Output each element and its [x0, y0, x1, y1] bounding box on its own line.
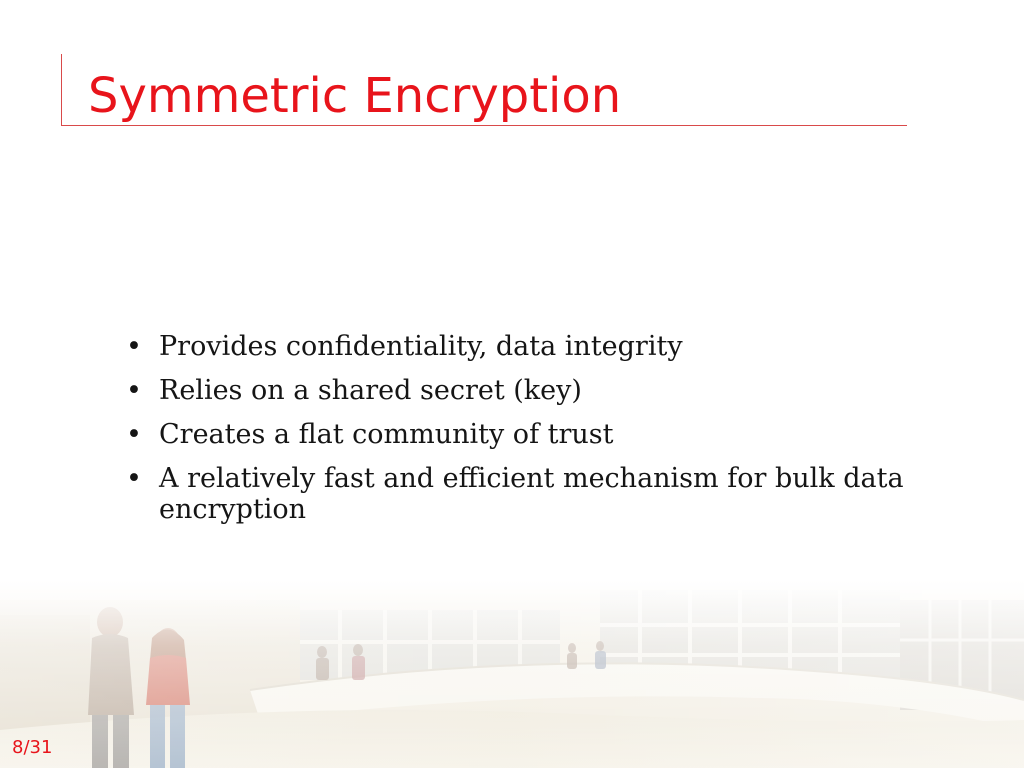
- title-vertical-rule: [61, 54, 62, 126]
- bullet-text: Relies on a shared secret (key): [159, 375, 582, 406]
- slide-title: Symmetric Encryption: [88, 68, 622, 124]
- page-number: 8/31: [12, 737, 53, 758]
- bullet-text: Provides confidentiality, data integrity: [159, 331, 683, 362]
- bullet-text: Creates a flat community of trust: [159, 419, 614, 450]
- bullet-item: [126, 419, 926, 450]
- bullet-item: [126, 463, 926, 525]
- bullet-item: [126, 331, 926, 362]
- bullet-dot: •: [126, 463, 142, 494]
- bullet-text: A relatively fast and efficient mechanism for bulk data encryption: [159, 463, 904, 525]
- bullet-dot: •: [126, 331, 142, 362]
- bullet-dot: •: [126, 375, 142, 406]
- office-atrium-background-image: [0, 580, 1024, 768]
- bullet-dot: •: [126, 419, 142, 450]
- bullet-item: [126, 375, 926, 406]
- bullet-list: [126, 331, 926, 538]
